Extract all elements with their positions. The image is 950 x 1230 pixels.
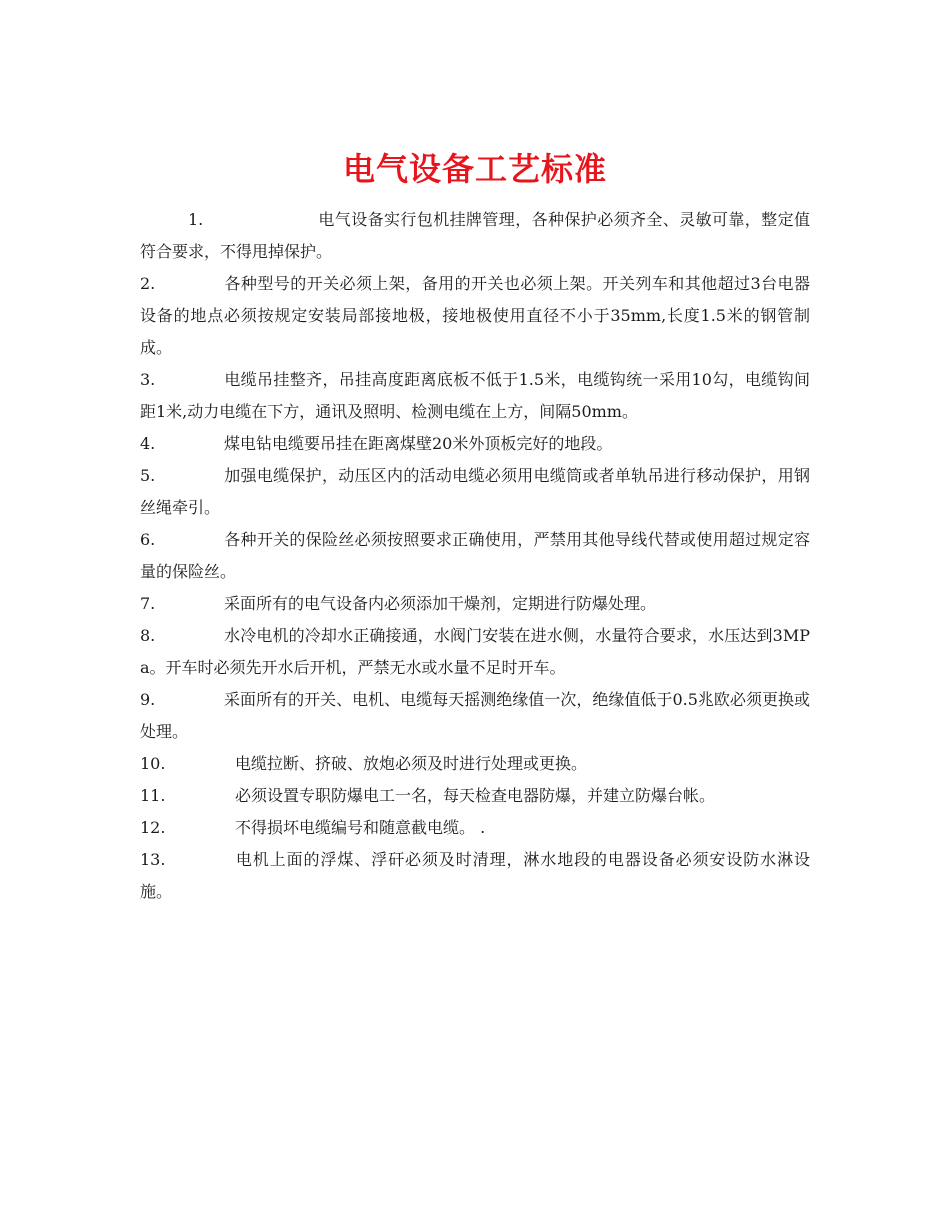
item-text: 电缆吊挂整齐，吊挂高度距离底板不低于1.5米，电缆钩统一采用10勾，电缆钩间距1米,动力电缆在下方，通讯及照明、检测电缆在上方，间隔50mm。 — [140, 370, 810, 421]
item-text: 加强电缆保护，动压区内的活动电缆必须用电缆筒或者单轨吊进行移动保护，用钢丝绳牵引。 — [140, 466, 810, 517]
list-item — [140, 428, 810, 460]
item-text: 电机上面的浮煤、浮矸必须及时清理，淋水地段的电器设备必须安设防水淋设施。 — [140, 850, 810, 901]
item-text: 电气设备实行包机挂牌管理，各种保护必须齐全、灵敏可靠，整定值符合要求，不得甩掉保护。 — [140, 210, 810, 261]
item-number: 5. — [140, 466, 156, 485]
list-item — [140, 620, 810, 684]
item-text: 水冷电机的冷却水正确接通，水阀门安装在进水侧，水量符合要求，水压达到3MPa。开车时必须先开水后开机，严禁无水或水量不足时开车。 — [140, 626, 810, 677]
item-number: 4. — [140, 434, 156, 453]
item-text: 煤电钻电缆要吊挂在距离煤壁20米外顶板完好的地段。 — [224, 434, 613, 453]
item-number: 7. — [140, 594, 156, 613]
list-item — [140, 460, 810, 524]
list-item — [140, 844, 810, 908]
item-number: 10. — [140, 754, 166, 773]
item-text: 各种开关的保险丝必须按照要求正确使用，严禁用其他导线代替或使用超过规定容量的保险丝。 — [140, 530, 810, 581]
item-text: 必须设置专职防爆电工一名，每天检查电器防爆，并建立防爆台帐。 — [235, 786, 716, 805]
item-number: 1. — [188, 210, 204, 229]
list-item — [140, 748, 810, 780]
item-text: 采面所有的开关、电机、电缆每天摇测绝缘值一次，绝缘值低于0.5兆欧必须更换或处理。 — [140, 690, 810, 741]
standards-list — [140, 204, 810, 908]
list-item — [140, 204, 810, 268]
item-number: 3. — [140, 370, 156, 389]
item-number: 13. — [140, 850, 166, 869]
item-text: 采面所有的电气设备内必须添加干燥剂，定期进行防爆处理。 — [224, 594, 657, 613]
item-text: 电缆拉断、挤破、放炮必须及时进行处理或更换。 — [235, 754, 588, 773]
document-title: 电气设备工艺标准 — [342, 150, 607, 189]
item-text: 不得损坏电缆编号和随意截电缆。 . — [235, 818, 486, 837]
item-number: 9. — [140, 690, 156, 709]
item-number: 6. — [140, 530, 156, 549]
item-number: 2. — [140, 274, 156, 293]
item-number: 8. — [140, 626, 156, 645]
list-item — [140, 780, 810, 812]
item-number: 12. — [140, 818, 166, 837]
list-item — [140, 812, 810, 844]
list-item — [140, 364, 810, 428]
list-item — [140, 524, 810, 588]
list-item — [140, 684, 810, 748]
item-number: 11. — [140, 786, 166, 805]
item-text: 各种型号的开关必须上架，备用的开关也必须上架。开关列车和其他超过3台电器设备的地点必须按规定安装局部接地极，接地极使用直径不小于35mm,长度1.5米的钢管制成。 — [140, 274, 810, 357]
list-item — [140, 588, 810, 620]
list-item — [140, 268, 810, 364]
